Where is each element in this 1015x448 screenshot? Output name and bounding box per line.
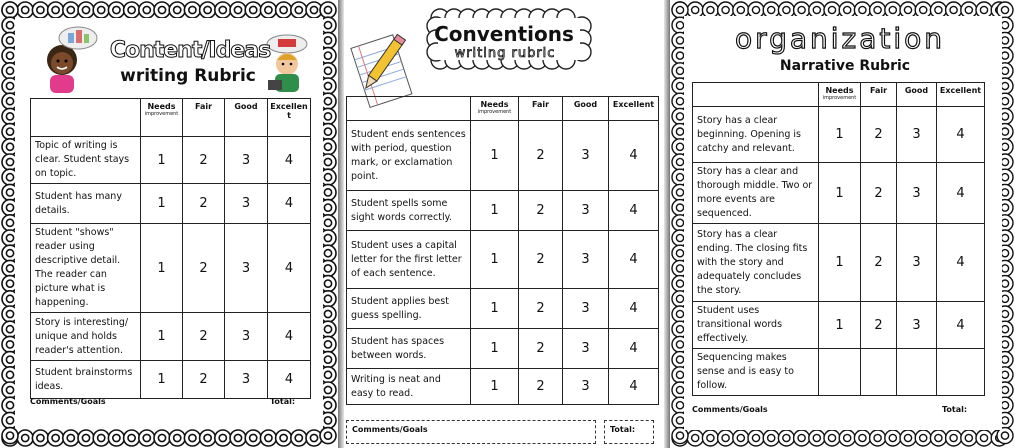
score-cell[interactable]: 4 bbox=[937, 163, 985, 224]
score-cell[interactable]: 1 bbox=[141, 313, 183, 361]
score-cell[interactable] bbox=[897, 349, 937, 396]
table-row bbox=[693, 107, 985, 163]
score-cell[interactable]: 1 bbox=[471, 369, 519, 405]
score-cell[interactable]: 1 bbox=[141, 184, 183, 224]
header-needs: Needs improvement bbox=[141, 99, 183, 137]
score-cell[interactable]: 1 bbox=[471, 121, 519, 191]
table-row bbox=[347, 121, 659, 191]
header-good: Good bbox=[563, 97, 609, 121]
score-cell[interactable]: 4 bbox=[609, 121, 659, 191]
score-cell[interactable]: 1 bbox=[471, 191, 519, 231]
table-row bbox=[31, 224, 311, 313]
score-cell[interactable]: 3 bbox=[225, 224, 268, 313]
score-cell[interactable]: 3 bbox=[563, 289, 609, 329]
score-cell[interactable]: 4 bbox=[268, 313, 311, 361]
criterion-text: Student "shows" reader using descriptive detail. The reader can picture what is happening. bbox=[31, 224, 141, 313]
rubric-page-content-ideas bbox=[0, 0, 338, 448]
score-cell[interactable]: 2 bbox=[861, 224, 897, 302]
rubric-subtitle: writing Rubric bbox=[120, 66, 256, 86]
rubric-table-content-ideas bbox=[30, 98, 311, 399]
header-good: Good bbox=[225, 99, 268, 137]
score-cell[interactable] bbox=[819, 349, 861, 396]
score-cell[interactable]: 2 bbox=[183, 184, 225, 224]
table-row bbox=[31, 313, 311, 361]
criterion-text: Student uses a capital letter for the first letter of each sentence. bbox=[347, 231, 471, 289]
score-cell[interactable]: 1 bbox=[819, 224, 861, 302]
table-row bbox=[31, 361, 311, 399]
score-cell[interactable]: 1 bbox=[819, 302, 861, 349]
criterion-text: Student brainstorms ideas. bbox=[31, 361, 141, 399]
score-cell[interactable]: 4 bbox=[268, 361, 311, 399]
table-row bbox=[347, 289, 659, 329]
rubric-table-organization bbox=[692, 82, 985, 396]
castle-icon bbox=[58, 24, 98, 50]
score-cell[interactable]: 1 bbox=[471, 329, 519, 369]
score-cell[interactable]: 2 bbox=[183, 137, 225, 184]
score-cell[interactable]: 2 bbox=[861, 302, 897, 349]
score-cell[interactable]: 4 bbox=[609, 231, 659, 289]
criterion-text: Student applies best guess spelling. bbox=[347, 289, 471, 329]
header-excellent: Excellent bbox=[937, 83, 985, 107]
comments-label: Comments/Goals bbox=[692, 405, 768, 414]
comments-label: Comments/Goals bbox=[30, 397, 106, 406]
score-cell[interactable]: 1 bbox=[819, 163, 861, 224]
score-cell[interactable]: 4 bbox=[609, 289, 659, 329]
table-row bbox=[693, 163, 985, 224]
rubric-page-organization bbox=[670, 0, 1015, 448]
score-cell[interactable]: 2 bbox=[519, 231, 563, 289]
score-cell[interactable]: 3 bbox=[563, 191, 609, 231]
score-cell[interactable]: 3 bbox=[563, 121, 609, 191]
criterion-text: Student has many details. bbox=[31, 184, 141, 224]
score-cell[interactable]: 1 bbox=[141, 224, 183, 313]
score-cell[interactable] bbox=[861, 349, 897, 396]
rubric-page-conventions bbox=[344, 0, 664, 448]
score-cell[interactable]: 2 bbox=[183, 361, 225, 399]
rubric-subtitle: writing rubric bbox=[454, 46, 556, 61]
criterion-text: Sequencing makes sense and is easy to follow. bbox=[693, 349, 819, 396]
score-cell[interactable]: 4 bbox=[937, 107, 985, 163]
criterion-text: Student has spaces between words. bbox=[347, 329, 471, 369]
table-row bbox=[347, 231, 659, 289]
score-cell[interactable]: 3 bbox=[225, 313, 268, 361]
score-cell[interactable]: 3 bbox=[225, 184, 268, 224]
score-cell[interactable]: 2 bbox=[519, 329, 563, 369]
comments-label: Comments/Goals bbox=[352, 425, 428, 434]
header-needs: Needs improvement bbox=[819, 83, 861, 107]
criterion-text: Topic of writing is clear. Student stays on topic. bbox=[31, 137, 141, 184]
table-row bbox=[347, 191, 659, 231]
table-row bbox=[693, 224, 985, 302]
criterion-text: Writing is neat and easy to read. bbox=[347, 369, 471, 405]
criterion-text: Student spells some sight words correctly. bbox=[347, 191, 471, 231]
score-cell[interactable]: 2 bbox=[519, 191, 563, 231]
score-cell[interactable]: 3 bbox=[563, 369, 609, 405]
table-row bbox=[31, 137, 311, 184]
criterion-text: Story is interesting/ unique and holds reader's attention. bbox=[31, 313, 141, 361]
table-row bbox=[347, 369, 659, 405]
score-cell[interactable]: 4 bbox=[609, 369, 659, 405]
rubric-title: Content/Ideas bbox=[109, 38, 271, 63]
header-fair: Fair bbox=[519, 97, 563, 121]
table-row bbox=[693, 302, 985, 349]
score-cell[interactable]: 3 bbox=[225, 137, 268, 184]
table-row bbox=[693, 349, 985, 396]
score-cell[interactable]: 3 bbox=[897, 224, 937, 302]
criterion-text: Student uses transitional words effectively. bbox=[693, 302, 819, 349]
score-cell[interactable] bbox=[937, 349, 985, 396]
header-fair: Fair bbox=[183, 99, 225, 137]
score-cell[interactable]: 1 bbox=[819, 107, 861, 163]
criterion-text: Story has a clear beginning. Opening is catchy and relevant. bbox=[693, 107, 819, 163]
score-cell[interactable]: 4 bbox=[268, 137, 311, 184]
score-cell[interactable]: 2 bbox=[519, 369, 563, 405]
score-cell[interactable]: 3 bbox=[563, 231, 609, 289]
score-cell[interactable]: 2 bbox=[861, 163, 897, 224]
criterion-text: Student ends sentences with period, question mark, or exclamation point. bbox=[347, 121, 471, 191]
score-cell[interactable]: 1 bbox=[471, 289, 519, 329]
score-cell[interactable]: 3 bbox=[563, 329, 609, 369]
rubric-table-conventions bbox=[346, 96, 659, 405]
score-cell[interactable]: 4 bbox=[937, 302, 985, 349]
rubric-title: organization bbox=[734, 22, 946, 55]
table-row bbox=[347, 329, 659, 369]
score-cell[interactable]: 2 bbox=[861, 107, 897, 163]
total-label: Total: bbox=[942, 405, 968, 414]
header-excellent: Excellen t bbox=[268, 99, 311, 137]
header-blank bbox=[347, 97, 471, 121]
score-cell[interactable]: 3 bbox=[897, 302, 937, 349]
score-cell[interactable]: 4 bbox=[268, 224, 311, 313]
score-cell[interactable]: 4 bbox=[268, 184, 311, 224]
score-cell[interactable]: 2 bbox=[183, 224, 225, 313]
header-fair: Fair bbox=[861, 83, 897, 107]
header-blank bbox=[693, 83, 819, 107]
rubric-title: Conventions bbox=[434, 22, 574, 46]
score-cell[interactable]: 2 bbox=[183, 313, 225, 361]
score-cell[interactable]: 4 bbox=[609, 191, 659, 231]
header-good: Good bbox=[897, 83, 937, 107]
criterion-text: Story has a clear ending. The closing fits with the story and adequately concludes the story. bbox=[693, 224, 819, 302]
header-blank bbox=[31, 99, 141, 137]
score-cell[interactable]: 1 bbox=[141, 361, 183, 399]
table-row bbox=[31, 184, 311, 224]
score-cell[interactable]: 1 bbox=[141, 137, 183, 184]
score-cell[interactable]: 1 bbox=[471, 231, 519, 289]
criterion-text: Story has a clear and thorough middle. Two or more events are sequenced. bbox=[693, 163, 819, 224]
score-cell[interactable]: 2 bbox=[519, 289, 563, 329]
score-cell[interactable]: 3 bbox=[897, 107, 937, 163]
total-label: Total: bbox=[270, 397, 296, 406]
score-cell[interactable]: 3 bbox=[225, 361, 268, 399]
score-cell[interactable]: 4 bbox=[609, 329, 659, 369]
score-cell[interactable]: 4 bbox=[937, 224, 985, 302]
score-cell[interactable]: 2 bbox=[519, 121, 563, 191]
score-cell[interactable]: 3 bbox=[897, 163, 937, 224]
header-needs: Needs improvement bbox=[471, 97, 519, 121]
total-label: Total: bbox=[610, 425, 636, 434]
header-excellent: Excellent bbox=[609, 97, 659, 121]
rubric-subtitle: Narrative Rubric bbox=[779, 58, 911, 74]
